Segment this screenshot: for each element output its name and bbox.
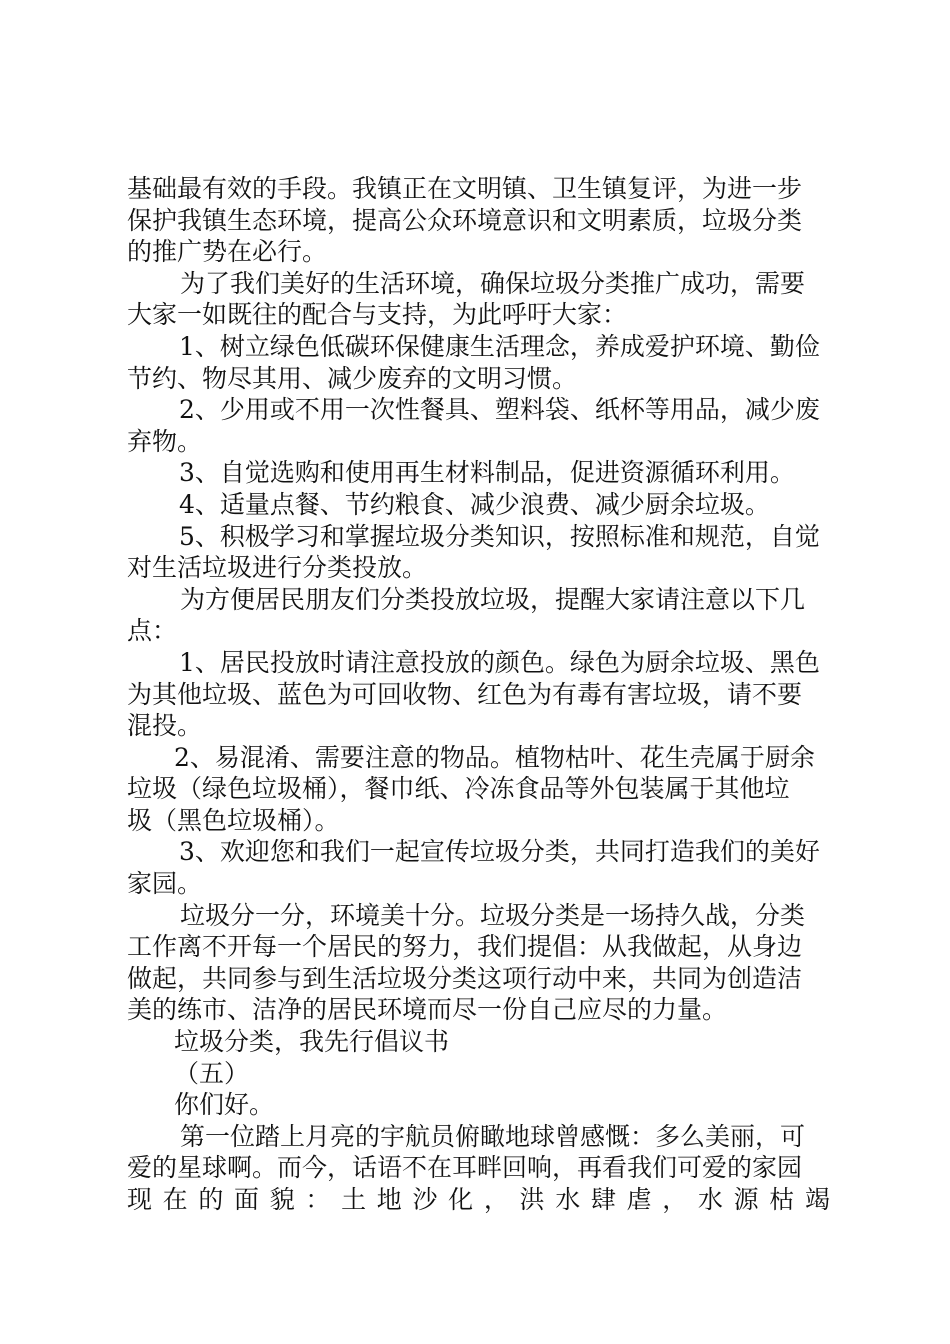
text-line: 的推广势在必行。	[127, 237, 328, 267]
text-line: 基础最有效的手段。我镇正在文明镇、卫生镇复评，为进一步	[127, 174, 803, 203]
notice-item-2: 2、易混淆、需要注意的物品。植物枯叶、花生壳属于厨余	[174, 742, 815, 772]
notice-item-3: 3、欢迎您和我们一起宣传垃圾分类，共同打造我们的美好	[179, 837, 820, 867]
notice-item-1: 1、居民投放时请注意投放的颜色。绿色为厨余垃圾、黑色	[179, 647, 820, 677]
list-item-4: 4、适量点餐、节约粮食、减少浪费、减少厨余垃圾。	[179, 489, 770, 519]
text-line: 工作离不开每一个居民的努力，我们提倡：从我做起，从身边	[127, 932, 803, 962]
section-number: （五）	[174, 1058, 250, 1088]
text-line: 弃物。	[127, 426, 203, 456]
text-line: 节约、物尽其用、减少废弃的文明习惯。	[127, 363, 578, 393]
text-line: 圾（黑色垃圾桶）。	[127, 805, 340, 835]
text-line-justified: 现在的面貌：土地沙化，洪水肆虐，水源枯竭	[127, 1185, 830, 1214]
list-item-2: 2、少用或不用一次性餐具、塑料袋、纸杯等用品，减少废	[179, 395, 820, 425]
text-line: 为其他垃圾、蓝色为可回收物、红色为有毒有害垃圾，请不要	[127, 679, 803, 709]
paragraph-first-line: 为方便居民朋友们分类投放垃圾，提醒大家请注意以下几	[180, 584, 806, 614]
text-line: 垃圾（绿色垃圾桶），餐巾纸、冷冻食品等外包装属于其他垃	[127, 774, 790, 804]
document-page	[127, 173, 830, 1216]
salutation: 你们好。	[174, 1090, 275, 1120]
text-line: 点：	[127, 616, 178, 646]
text-line: 家园。	[127, 869, 203, 899]
text-line: 混投。	[127, 711, 203, 741]
text-line: 美的练市、洁净的居民环境而尽一份自己应尽的力量。	[127, 995, 728, 1025]
text-line: 做起，共同参与到生活垃圾分类这项行动中来，共同为创造洁	[127, 963, 803, 993]
text-line: 对生活垃圾进行分类投放。	[127, 553, 428, 583]
section-title: 垃圾分类，我先行倡议书	[174, 1027, 450, 1057]
text-line: 保护我镇生态环境，提高公众环境意识和文明素质，垃圾分类	[127, 205, 803, 235]
paragraph-first-line: 第一位踏上月亮的宇航员俯瞰地球曾感慨：多么美丽，可	[180, 1121, 806, 1151]
text-line: 大家一如既往的配合与支持，为此呼吁大家：	[127, 300, 628, 330]
paragraph-first-line: 为了我们美好的生活环境，确保垃圾分类推广成功，需要	[180, 268, 806, 298]
text-line: 爱的星球啊。而今，话语不在耳畔回响，再看我们可爱的家园	[127, 1153, 803, 1183]
list-item-3: 3、自觉选购和使用再生材料制品，促进资源循环利用。	[179, 458, 795, 488]
list-item-5: 5、积极学习和掌握垃圾分类知识，按照标准和规范，自觉	[179, 521, 820, 551]
paragraph-first-line: 垃圾分一分，环境美十分。垃圾分类是一场持久战，分类	[180, 900, 806, 930]
list-item-1: 1、树立绿色低碳环保健康生活理念，养成爱护环境、勤俭	[179, 331, 820, 361]
